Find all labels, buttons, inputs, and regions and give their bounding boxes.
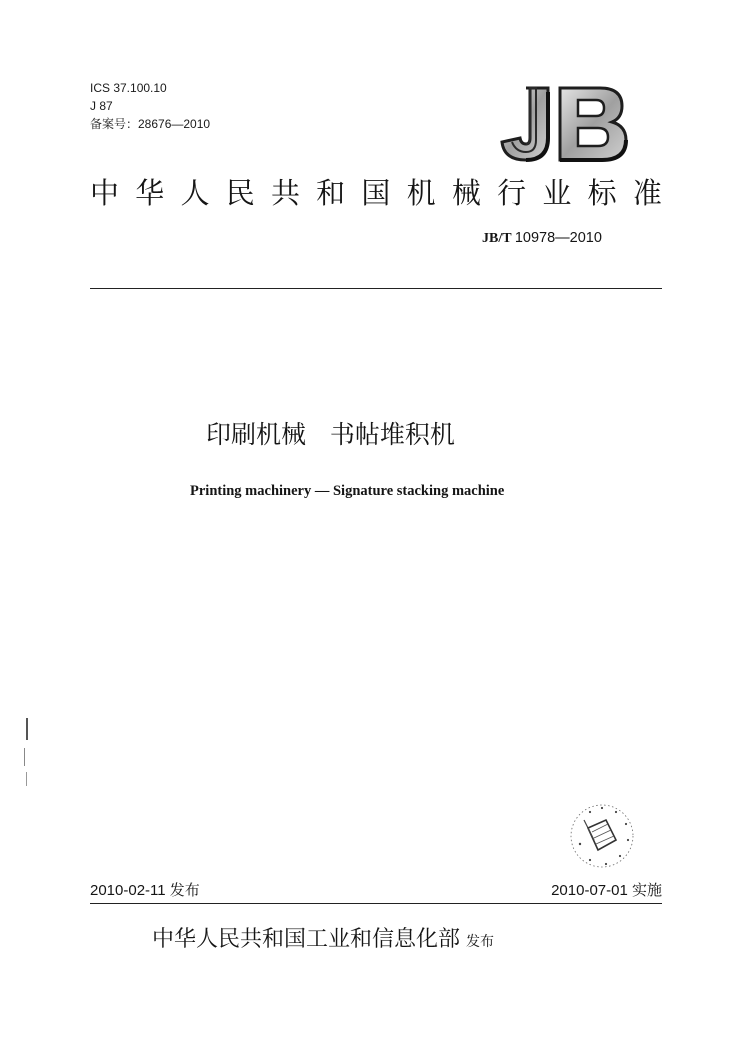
scan-artifact bbox=[26, 718, 28, 740]
footer-divider bbox=[90, 903, 662, 904]
title-char: 标 bbox=[587, 176, 617, 210]
standard-series-title bbox=[90, 176, 662, 210]
document-title-english: Printing machinery — Signature stacking machine bbox=[190, 483, 505, 499]
title-char: 民 bbox=[225, 176, 255, 210]
publisher-action: 发布 bbox=[466, 934, 495, 950]
publisher-seal bbox=[566, 800, 638, 872]
title-char: 华 bbox=[135, 176, 165, 210]
title-char: 人 bbox=[180, 176, 210, 210]
title-char: 机 bbox=[406, 176, 436, 210]
title-char: 业 bbox=[542, 176, 572, 210]
filing-number: 备案号：28676—2010 bbox=[90, 117, 211, 131]
header-divider bbox=[90, 288, 662, 289]
title-char: 中 bbox=[90, 176, 120, 210]
title-char: 共 bbox=[270, 176, 300, 210]
title-char: 国 bbox=[361, 176, 391, 210]
title-char: 和 bbox=[316, 176, 346, 210]
standard-code-prefix: JB/T bbox=[482, 231, 515, 246]
implementation-date: 2010-07-01 实施 bbox=[551, 882, 662, 899]
scan-artifact bbox=[24, 748, 25, 766]
jb-logo bbox=[496, 84, 628, 164]
document-title-chinese: 印刷机械 书帖堆积机 bbox=[206, 420, 455, 449]
scan-artifact bbox=[26, 772, 27, 786]
title-char: 械 bbox=[451, 176, 481, 210]
standard-code bbox=[482, 229, 602, 248]
title-char: 行 bbox=[497, 176, 527, 210]
ccs-code: J 87 bbox=[90, 99, 113, 113]
publisher-line bbox=[152, 926, 494, 954]
issue-date: 2010-02-11 发布 bbox=[90, 882, 200, 899]
standard-code-number: 10978—2010 bbox=[514, 230, 602, 246]
logo-letter-j bbox=[502, 88, 548, 160]
ics-code: ICS 37.100.10 bbox=[90, 81, 167, 95]
title-char: 准 bbox=[632, 176, 662, 210]
publisher-name: 中华人民共和国工业和信息化部 bbox=[152, 927, 461, 952]
